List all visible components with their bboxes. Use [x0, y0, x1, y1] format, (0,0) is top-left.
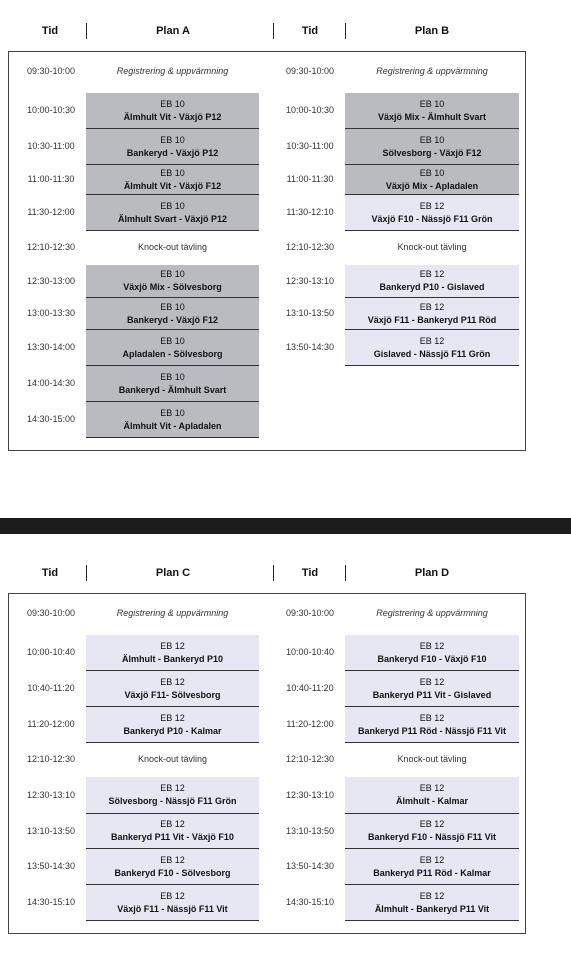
match-class: EB 10: [160, 200, 185, 211]
header-tid-3: Tid: [41, 567, 59, 579]
time-slot: 14:30-15:10: [285, 897, 335, 907]
match-teams: Älmhult Svart - Växjö P12: [117, 213, 228, 224]
match-teams: Bankeryd - Växjö F12: [126, 314, 219, 325]
match-teams: Växjö F10 - Nässjö F11 Grön: [371, 213, 493, 224]
time-slot: 12:30-13:10: [26, 789, 76, 800]
match-cell: [86, 265, 259, 298]
match-cell: [86, 707, 259, 743]
match-teams: Bankeryd P11 Vit - Gislaved: [372, 689, 492, 700]
match-class: EB 10: [160, 335, 185, 346]
match-class: EB 12: [160, 854, 185, 865]
match-class: EB 10: [160, 301, 185, 312]
time-slot: 12:30-13:10: [285, 789, 335, 800]
registration-label: Registrering & uppvärmning: [116, 66, 229, 76]
match-cell: [345, 777, 519, 814]
match-cell: [86, 330, 259, 366]
time-slot: 12:30-13:10: [285, 275, 335, 286]
header-divider: [86, 565, 87, 581]
match-class: EB 12: [419, 640, 445, 651]
match-cell: [86, 849, 259, 885]
knockout-label: Knock-out tävling: [397, 754, 467, 764]
time-slot: 09:30-10:00: [285, 608, 335, 618]
match-teams: Sölvesborg - Nässjö F11 Grön: [108, 796, 237, 806]
time-slot: 13:50-14:30: [285, 861, 335, 871]
match-cell: [345, 671, 519, 707]
match-class: EB 12: [419, 335, 445, 346]
time-slot: 10:30-11:00: [286, 141, 334, 151]
header-divider: [86, 23, 87, 39]
time-slot: 11:00-11:30: [286, 174, 334, 184]
match-class: EB 10: [419, 134, 445, 145]
header-plan-b: Plan B: [414, 25, 450, 37]
registration-label: Registrering & uppvärmning: [116, 608, 229, 618]
match-teams: Sölvesborg - Växjö F12: [382, 147, 482, 158]
match-teams: Växjö F11 - Nässjö F11 Vit: [117, 903, 228, 914]
match-class: EB 10: [160, 371, 185, 382]
time-slot: 12:30-13:00: [26, 275, 76, 286]
match-cell: [345, 635, 519, 671]
match-cell: [86, 885, 259, 921]
knockout-label: Knock-out tävling: [397, 242, 467, 252]
match-class: EB 10: [419, 98, 445, 109]
match-cell: [345, 330, 519, 366]
time-slot: 10:00-10:40: [285, 647, 335, 657]
time-slot: 10:00-10:40: [26, 647, 76, 657]
match-teams: Växjö F11 - Bankeryd P11 Röd: [367, 314, 497, 325]
time-slot: 14:00-14:30: [26, 378, 76, 388]
header-plan-c: Plan C: [155, 567, 191, 579]
match-class: EB 10: [419, 167, 445, 178]
match-teams: Bankeryd P11 Röd - Nässjö F11 Vit: [358, 725, 506, 736]
match-cell: [345, 707, 519, 743]
match-class: EB 12: [160, 783, 185, 793]
match-class: EB 12: [160, 712, 185, 723]
match-class: EB 12: [160, 819, 185, 829]
time-slot: 11:20-12:00: [286, 719, 334, 729]
header-divider: [345, 565, 346, 581]
match-class: EB 10: [160, 98, 185, 109]
match-cell: [345, 849, 519, 885]
match-class: EB 12: [419, 676, 445, 687]
match-class: EB 12: [419, 890, 445, 901]
match-class: EB 12: [160, 890, 185, 901]
time-slot: 13:50-14:30: [285, 342, 335, 352]
match-teams: Älmhult Vit - Växjö F12: [123, 180, 222, 191]
match-cell: [345, 265, 519, 298]
match-cell: [86, 402, 259, 438]
match-class: EB 12: [419, 269, 445, 279]
match-cell: [345, 195, 519, 231]
match-teams: Bankeryd P10 - Kalmar: [123, 725, 222, 736]
match-teams: Apladalen - Sölvesborg: [122, 348, 223, 359]
time-slot: 13:50-14:30: [26, 861, 76, 871]
match-cell: [345, 814, 519, 849]
match-cell: [86, 195, 259, 231]
knockout-label: Knock-out tävling: [137, 242, 208, 252]
time-slot: 11:30-12:00: [27, 207, 75, 217]
time-slot: 11:00-11:30: [27, 174, 75, 184]
match-class: EB 12: [419, 783, 445, 793]
match-teams: Bankeryd F10 - Nässjö F11 Vit: [368, 832, 496, 842]
time-slot: 11:20-12:00: [27, 719, 75, 729]
match-teams: Bankeryd P11 Röd - Kalmar: [373, 867, 491, 878]
time-slot: 09:30-10:00: [26, 608, 76, 618]
match-class: EB 12: [419, 712, 445, 723]
match-teams: Bankeryd F10 - Växjö F10: [377, 653, 487, 664]
time-slot: 10:40-11:20: [27, 683, 75, 693]
header-divider: [273, 23, 274, 39]
match-class: EB 10: [160, 407, 185, 418]
header-plan-d: Plan D: [414, 567, 450, 579]
registration-label: Registrering & uppvärmning: [376, 608, 488, 618]
time-slot: 10:00-10:30: [26, 105, 76, 115]
match-teams: Älmhult Vit - Apladalen: [123, 420, 222, 431]
time-slot: 13:10-13:50: [285, 308, 335, 318]
match-class: EB 12: [160, 676, 185, 687]
match-class: EB 10: [160, 167, 185, 178]
time-slot: 12:10-12:30: [285, 242, 335, 252]
time-slot: 14:30-15:10: [26, 897, 76, 907]
match-class: EB 12: [419, 301, 445, 312]
time-slot: 09:30-10:00: [26, 66, 76, 76]
time-slot: 13:10-13:50: [26, 825, 76, 836]
match-teams: Bankeryd F10 - Sölvesborg: [114, 867, 231, 878]
match-teams: Växjö F11- Sölvesborg: [124, 689, 221, 700]
match-cell: [86, 129, 259, 165]
separator-bar: [0, 518, 571, 534]
time-slot: 12:10-12:30: [26, 754, 76, 764]
match-cell: [86, 814, 259, 849]
match-teams: Växjö Mix - Sölvesborg: [123, 282, 222, 292]
match-class: EB 10: [160, 134, 185, 145]
time-slot: 13:10-13:50: [285, 825, 335, 836]
match-teams: Älmhult - Kalmar: [395, 796, 468, 806]
match-cell: [345, 298, 519, 330]
match-teams: Bankeryd - Växjö P12: [126, 147, 219, 158]
match-class: EB 10: [160, 269, 185, 279]
time-slot: 10:00-10:30: [285, 105, 335, 115]
match-class: EB 12: [419, 819, 445, 829]
match-teams: Älmhult - Bankeryd P11 Vit: [374, 903, 490, 914]
match-cell: [345, 129, 519, 165]
header-plan-a: Plan A: [156, 25, 190, 37]
match-cell: [345, 165, 519, 195]
time-slot: 12:10-12:30: [26, 242, 76, 252]
match-teams: Bankeryd P10 - Gislaved: [379, 282, 485, 292]
match-teams: Växjö Mix - Älmhult Svart: [377, 111, 487, 122]
header-divider: [345, 23, 346, 39]
match-teams: Gislaved - Nässjö F11 Grön: [373, 348, 491, 359]
time-slot: 14:30-15:00: [26, 414, 76, 424]
match-cell: [86, 93, 259, 129]
match-class: EB 12: [160, 640, 185, 651]
time-slot: 09:30-10:00: [285, 66, 335, 76]
match-cell: [86, 298, 259, 330]
time-slot: 10:40-11:20: [286, 683, 334, 693]
time-slot: 12:10-12:30: [285, 754, 335, 764]
match-teams: Älmhult - Bankeryd P10: [121, 653, 224, 664]
match-cell: [86, 777, 259, 814]
match-teams: Bankeryd - Älmhult Svart: [118, 384, 227, 395]
header-tid-4: Tid: [301, 567, 319, 579]
header-tid-1: Tid: [41, 25, 59, 37]
match-teams: Växjö Mix - Apladalen: [385, 180, 479, 191]
match-cell: [86, 671, 259, 707]
match-cell: [345, 93, 519, 129]
match-cell: [86, 366, 259, 402]
match-class: EB 12: [419, 200, 445, 211]
match-cell: [345, 885, 519, 921]
time-slot: 13:00-13:30: [26, 308, 76, 318]
knockout-label: Knock-out tävling: [137, 754, 208, 764]
header-tid-2: Tid: [301, 25, 319, 37]
time-slot: 11:30-12:10: [286, 207, 334, 217]
time-slot: 13:30-14:00: [26, 342, 76, 352]
match-teams: Älmhult Vit - Växjö P12: [123, 111, 222, 122]
match-class: EB 12: [419, 854, 445, 865]
header-divider: [273, 565, 274, 581]
match-cell: [86, 165, 259, 195]
match-cell: [86, 635, 259, 671]
match-teams: Bankeryd P11 Vit - Växjö F10: [111, 832, 234, 842]
registration-label: Registrering & uppvärmning: [376, 66, 488, 76]
time-slot: 10:30-11:00: [27, 141, 75, 151]
